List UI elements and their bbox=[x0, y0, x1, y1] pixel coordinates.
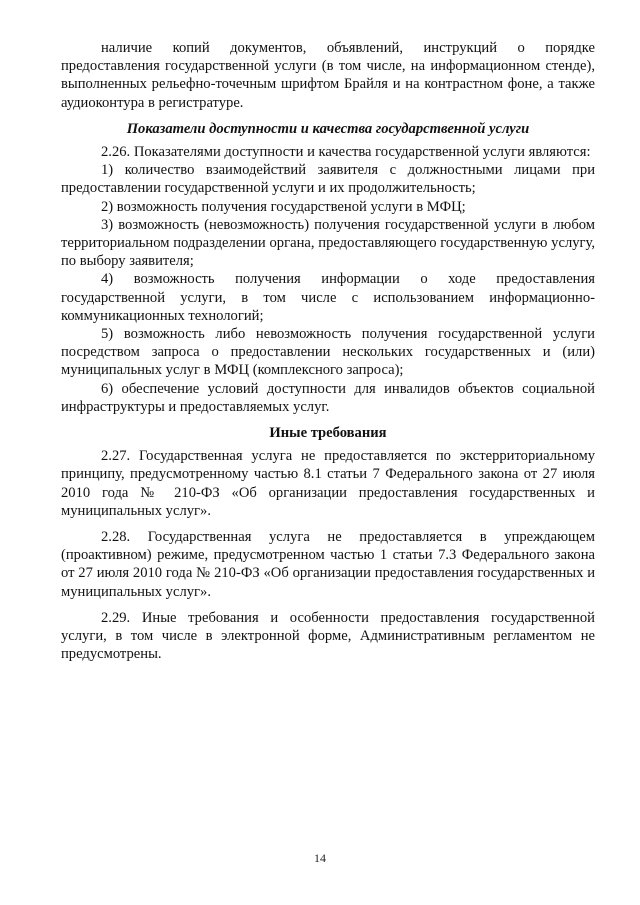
list-item-4: 4) возможность получения информации о ходе предоставления государственной услуги, в том числе с использованием информационно-коммуникационных технологий; bbox=[61, 271, 595, 324]
section-heading-accessibility: Показатели доступности и качества государственной услуги bbox=[126, 120, 530, 137]
paragraph-2-28: 2.28. Государственная услуга не предоставляется в упреждающем (проактивном) режиме, предусмотренном частью 1 статьи 7.3 Федерального закона от 27 июля 2010 года № 210-ФЗ «Об организации предоставления государственных и муниципальных услуг». bbox=[61, 529, 595, 600]
paragraph-2-26: 2.26. Показателями доступности и качества государственной услуги являются: bbox=[101, 144, 591, 161]
list-item-5: 5) возможность либо невозможность получения государственной услуги посредством запроса о предоставлении нескольких государственных и (или) муниципальных услуг в МФЦ (комплексного запроса); bbox=[61, 326, 595, 379]
document-page bbox=[61, 39, 595, 664]
list-item-2: 2) возможность получения государственой услуги в МФЦ; bbox=[101, 198, 466, 215]
paragraph-2-27: 2.27. Государственная услуга не предоставляется по экстерриториальному принципу, предусмотренному частью 8.1 статьи 7 Федерального закона от 27 июля 2010 года № 210-ФЗ «Об организации предоставления государственных и муниципальных услуг». bbox=[61, 448, 595, 519]
list-item-1: 1) количество взаимодействий заявителя с должностными лицами при предоставлении государственной услуги и их продолжительность; bbox=[61, 162, 595, 197]
intro-paragraph: наличие копий документов, объявлений, инструкций о порядке предоставления государственной услуги (в том числе, на информационном стенде), выполненных рельефно-точечным шрифтом Брайля и на контрастном фоне, а также аудиоконтура в регистратуре. bbox=[61, 40, 595, 111]
list-item-6: 6) обеспечение условий доступности для инвалидов объектов социальной инфраструктуры и предоставляемых услуг. bbox=[61, 380, 595, 415]
paragraph-2-29: 2.29. Иные требования и особенности предоставления государственной услуги, в том числе в электронной форме, Административным регламентом не предусмотрены. bbox=[61, 609, 595, 663]
section-heading-other-requirements: Иные требования bbox=[269, 425, 387, 442]
page-number: 14 bbox=[314, 851, 326, 865]
list-item-3: 3) возможность (невозможность) получения государственной услуги в любом территориальном подразделении органа, предоставляющего государственную услугу, по выбору заявителя; bbox=[61, 216, 595, 270]
